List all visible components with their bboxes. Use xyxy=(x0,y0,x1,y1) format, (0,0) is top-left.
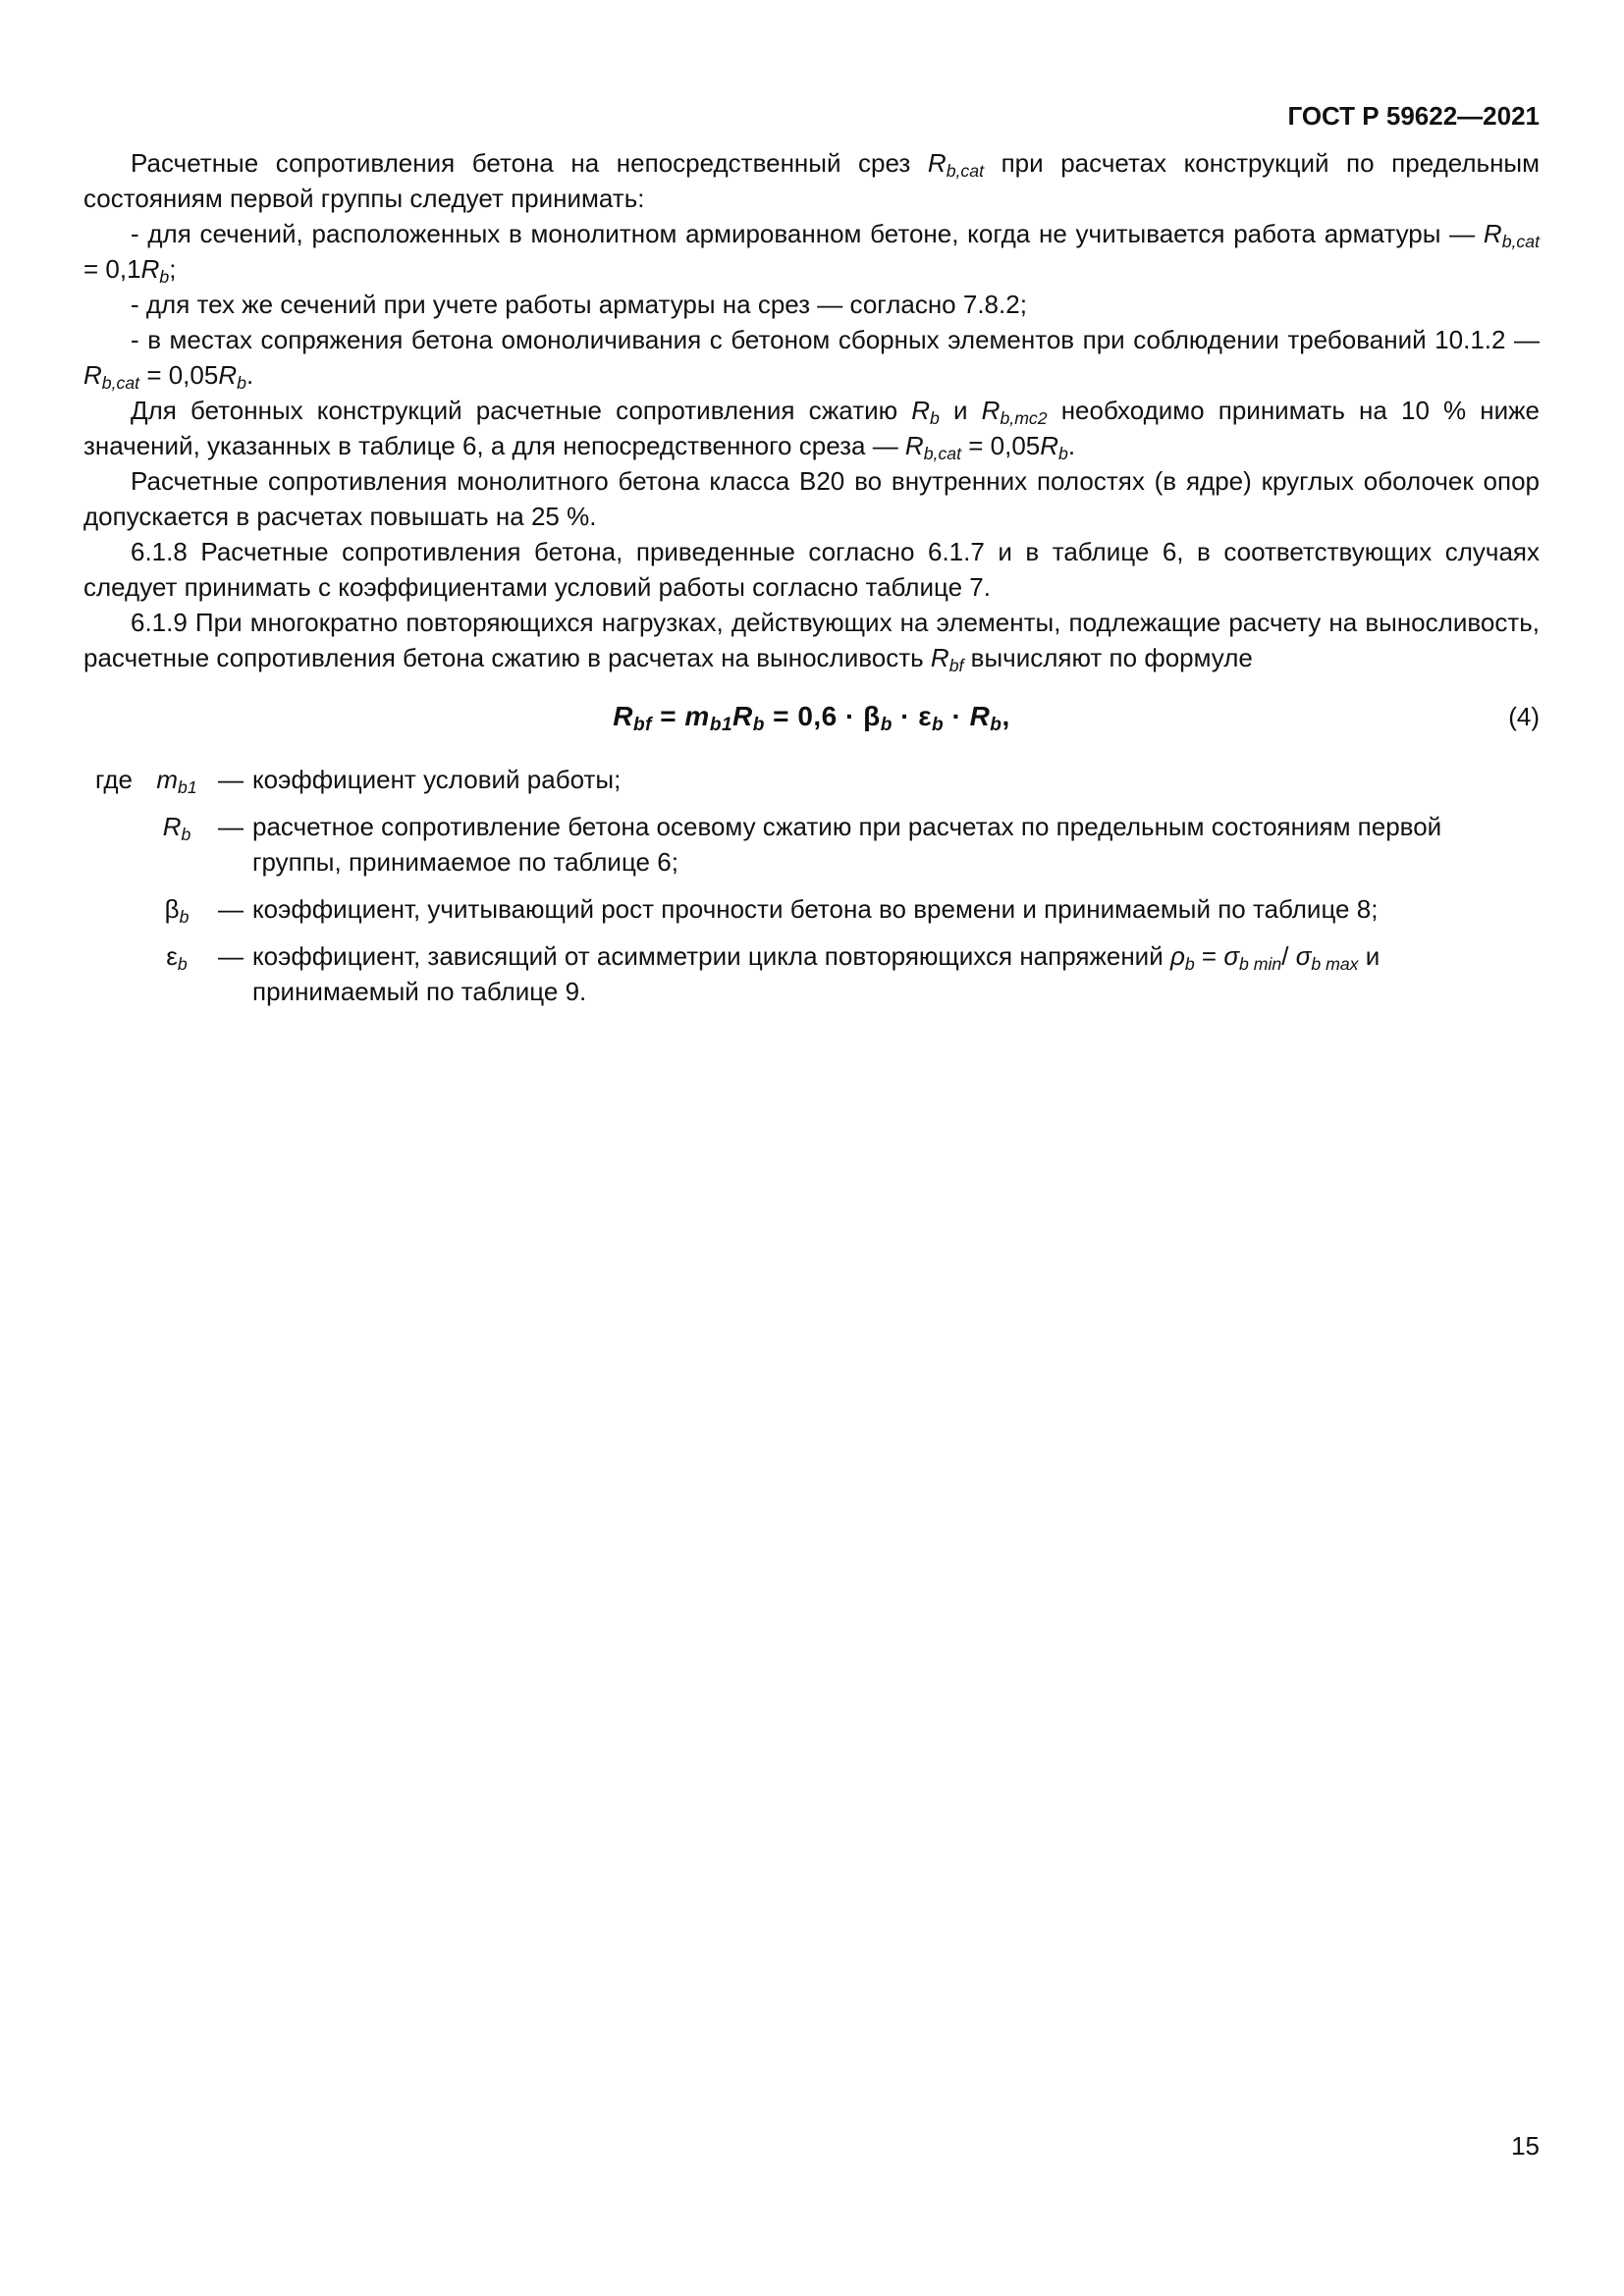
paragraph-b20-core: Расчетные сопротивления монолитного бетона класса В20 во внутренних полостях (в ядре) круглых оболочек опор допускается в расчетах повышать на 25 %. xyxy=(83,466,1540,531)
definition-beta-b xyxy=(95,891,1540,927)
document-content xyxy=(83,145,1540,1021)
definition-dash: — xyxy=(218,765,244,794)
definition-mb1 xyxy=(95,762,1540,797)
definition-rb xyxy=(95,809,1540,880)
paragraph-6-1-9: 6.1.9 При многократно повторяющихся нагрузках, действующих на элементы, подлежащие расчету на выносливость, расчетные сопротивления бетона сжатию в расчетах на выносливость $R_{bf}$ вычисляют по формуле xyxy=(83,608,1540,675)
definition-dash: — xyxy=(218,941,244,971)
paragraph-rebar-shear: - для тех же сечений при учете работы арматуры на срез — согласно 7.8.2; xyxy=(131,290,1027,319)
definition-text: коэффициент, зависящий от асимметрии цикла повторяющихся напряжений $\rho_b = \sigma_{b min}/$ $\sigma_{b max}$ и принимаемый по таблице 9. xyxy=(252,941,1380,1006)
formula-4: $R_{bf} = m_{b1}R_b = 0,6 \cdot \beta_b \cdot \varepsilon_b \cdot R_b$, xyxy=(613,701,1010,736)
paragraph-6-1-8: 6.1.8 Расчетные сопротивления бетона, приведенные согласно 6.1.7 и в таблице 6, в соответствующих случаях следует принимать с коэффициентами условий работы согласно таблице 7. xyxy=(83,537,1540,602)
definition-dash: — xyxy=(218,812,244,841)
definition-epsilon-b xyxy=(95,938,1540,1009)
doc-header xyxy=(83,98,1540,133)
definition-dash: — xyxy=(218,894,244,924)
definition-text: коэффициент условий работы; xyxy=(252,765,622,794)
definition-term: $m_{b1}$ xyxy=(156,765,197,797)
paragraph-monolithic-sections: - для сечений, расположенных в монолитном армированном бетоне, когда не учитывается работа арматуры — $R_{b,cat} = 0,1R_b$; xyxy=(83,219,1540,287)
definition-term: $\beta_b$ xyxy=(164,894,189,927)
where-label: где xyxy=(95,765,133,794)
paragraph-concrete-structures: Для бетонных конструкций расчетные сопротивления сжатию $R_b$ и $R_{b,mc2}$ необходимо принимать на 10 % ниже значений, указанных в таблице 6, а для непосредственного среза — $R_{b,cat} = 0,05R_b$. xyxy=(83,396,1540,463)
doc-code: ГОСТ Р 59622—2021 xyxy=(1287,101,1540,131)
paragraph-joint-sections: - в местах сопряжения бетона омоноличивания с бетоном сборных элементов при соблюдении требований 10.1.2 — $R_{b,cat} = 0,05R_b$. xyxy=(83,325,1540,393)
formula-number: (4) xyxy=(1508,702,1540,731)
where-spacer xyxy=(95,938,144,1009)
definition-text: расчетное сопротивление бетона осевому сжатию при расчетах по предельным состояниям первой группы, принимаемое по таблице 6; xyxy=(252,812,1442,877)
page-number: 15 xyxy=(1511,2131,1540,2161)
paragraph-shear-intro: Расчетные сопротивления бетона на непосредственный срез $R_{b,cat}$ при расчетах конструкций по предельным состояниям первой группы следует принимать: xyxy=(83,148,1540,213)
definitions-list xyxy=(83,762,1540,1009)
where-spacer xyxy=(95,809,144,880)
where-spacer xyxy=(95,891,144,927)
definition-term: $R_b$ xyxy=(162,812,191,844)
definition-text: коэффициент, учитывающий рост прочности бетона во времени и принимаемый по таблице 8; xyxy=(252,894,1379,924)
formula-row xyxy=(83,699,1540,734)
definition-term: $\varepsilon_b$ xyxy=(166,941,188,974)
